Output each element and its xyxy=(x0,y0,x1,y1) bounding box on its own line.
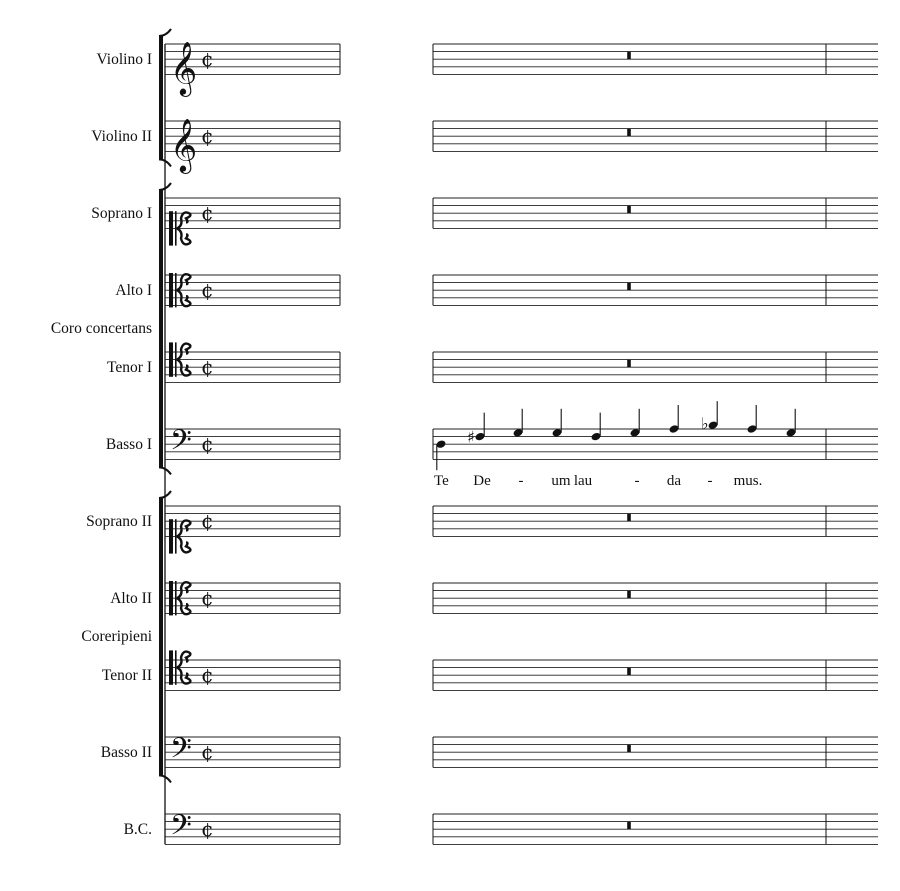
note xyxy=(668,405,679,434)
group-label: Coro concertans xyxy=(50,320,152,337)
breve-rest xyxy=(627,514,631,522)
breve-rest xyxy=(627,822,631,830)
staff-label: Violino I xyxy=(96,51,152,69)
breve-rest xyxy=(627,206,631,214)
time-signature: ¢ xyxy=(201,355,214,380)
staff-label: Violino II xyxy=(91,128,152,146)
staff-label: Alto I xyxy=(115,282,152,300)
time-signature: ¢ xyxy=(201,47,214,72)
time-signature: ¢ xyxy=(201,817,214,842)
lyric-syllable: - xyxy=(634,473,640,489)
note xyxy=(474,413,485,442)
bass-clef-icon: 𝄢 xyxy=(170,423,192,464)
time-signature: ¢ xyxy=(201,124,214,149)
flat-icon: ♭ xyxy=(701,414,709,434)
bass-clef-icon: 𝄢 xyxy=(170,808,192,849)
note xyxy=(785,409,796,438)
time-signature: ¢ xyxy=(201,509,214,534)
time-signature: ¢ xyxy=(201,278,214,303)
staff-label: Basso I xyxy=(105,436,152,454)
staff-label: B.C. xyxy=(123,821,152,839)
lyric-syllable: lau xyxy=(573,473,593,489)
breve-rest xyxy=(627,668,631,676)
staff-label: Soprano II xyxy=(86,513,152,531)
time-signature: ¢ xyxy=(201,432,214,457)
treble-clef-icon: 𝄞 xyxy=(170,40,198,95)
lyric-syllable: - xyxy=(518,473,524,489)
staff-label: Tenor II xyxy=(101,667,152,685)
lyric-syllable: da xyxy=(666,473,682,489)
time-signature: ¢ xyxy=(201,740,214,765)
breve-rest xyxy=(627,360,631,368)
breve-rest xyxy=(627,129,631,137)
note xyxy=(629,409,640,438)
breve-rest xyxy=(627,591,631,599)
lyric-syllable: De xyxy=(473,473,491,489)
breve-rest xyxy=(627,52,631,60)
breve-rest xyxy=(627,745,631,753)
note xyxy=(707,401,718,430)
sharp-icon: ♯ xyxy=(467,427,475,447)
lyric-syllable: Te xyxy=(434,473,449,489)
staff-label: Soprano I xyxy=(91,205,152,223)
breve-rest xyxy=(627,283,631,291)
staff-label: Basso II xyxy=(100,744,152,762)
time-signature: ¢ xyxy=(201,663,214,688)
time-signature: ¢ xyxy=(201,201,214,226)
bass-clef-icon: 𝄢 xyxy=(170,731,192,772)
lyric-syllable: mus. xyxy=(733,473,763,489)
note xyxy=(512,409,523,438)
lyric-syllable: um xyxy=(551,473,571,489)
note xyxy=(551,409,562,438)
group-label: Coreripieni xyxy=(81,628,152,645)
time-signature: ¢ xyxy=(201,586,214,611)
note xyxy=(746,405,757,434)
note xyxy=(435,439,446,470)
staff-label: Tenor I xyxy=(107,359,152,377)
note xyxy=(590,413,601,442)
staff-label: Alto II xyxy=(110,590,152,608)
lyric-syllable: - xyxy=(707,473,713,489)
treble-clef-icon: 𝄞 xyxy=(170,117,198,172)
